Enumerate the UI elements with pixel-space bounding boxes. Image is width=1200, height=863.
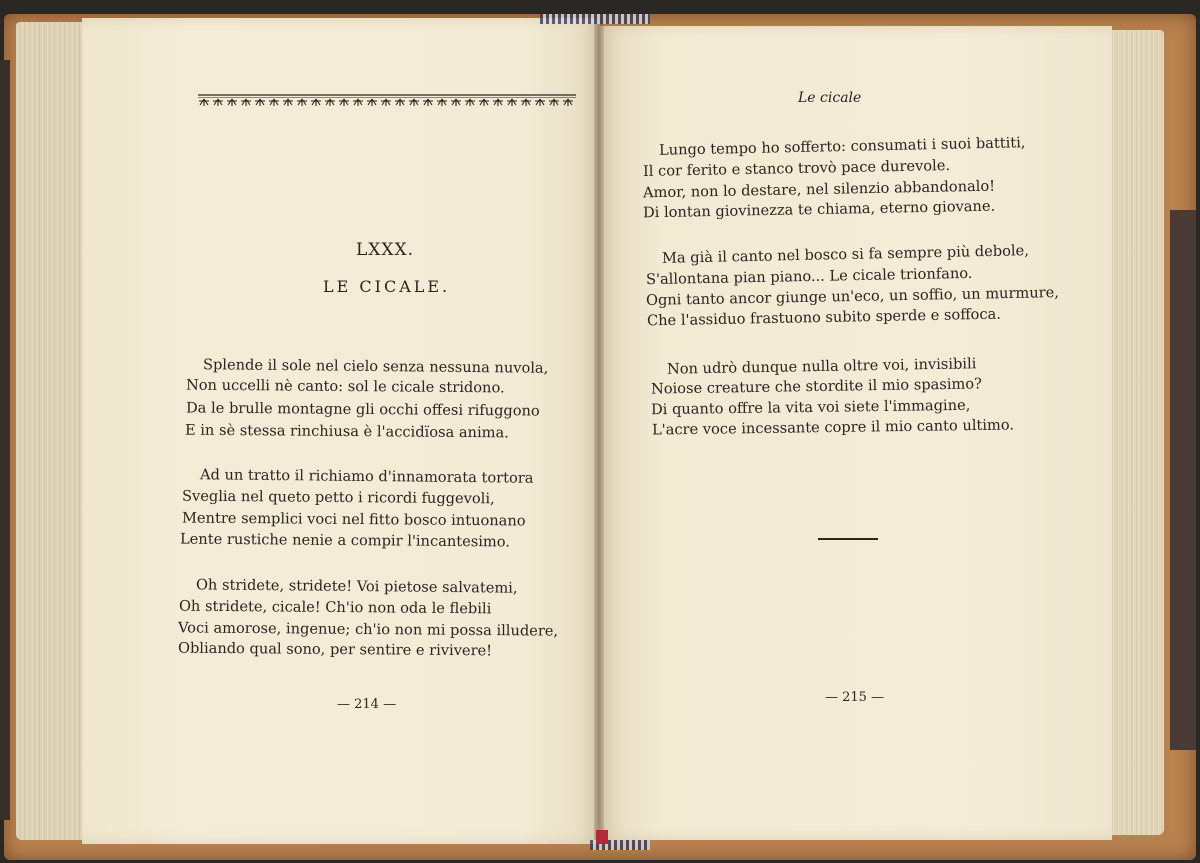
verse-line: Da le brulle montagne gli occhi offesi rifuggono	[185, 399, 540, 420]
ornament-motif	[563, 99, 573, 106]
ornament-motif	[199, 99, 209, 106]
ornament-motif	[381, 99, 391, 106]
ornament-motif	[283, 99, 293, 106]
verse-line: Non udrò dunque nulla oltre voi, invisibili	[666, 355, 977, 378]
ornament-motif	[255, 99, 265, 106]
ornament-motif	[437, 99, 447, 106]
ornament-motif	[465, 99, 475, 106]
verse-line: Oh stridete, stridete! Voi pietose salvatemi,	[195, 576, 518, 597]
verse-line: Ad un tratto il richiamo d'innamorata tortora	[199, 466, 534, 487]
ornament-motif	[521, 99, 531, 106]
ornament-motif	[227, 99, 237, 106]
verse-line: Ma già il canto nel bosco si fa sempre più debole,	[661, 242, 1030, 267]
ornament-motif	[409, 99, 419, 106]
ornament-motif	[395, 99, 405, 106]
page-number-left: — 214 —	[337, 697, 397, 712]
verse-line: Che l'assiduo frastuono subito sperde e soffoca.	[646, 305, 1002, 330]
verse-line: Di quanto offre la vita voi siete l'immagine,	[650, 396, 971, 419]
ornament-motif	[241, 99, 251, 106]
running-head: Le cicale	[798, 90, 862, 106]
poem-number: LXXX.	[356, 240, 415, 260]
verse-line: Sveglia nel queto petto i ricordi fuggevoli,	[181, 487, 495, 508]
verse-line: E in sè stessa rinchiusa è l'accidïosa anima.	[184, 421, 509, 442]
verse-line: Amor, non lo destare, nel silenzio abbandonalo!	[642, 177, 996, 202]
verse-line: Oh stridete, cicale! Ch'io non oda le flebili	[178, 597, 492, 618]
ornament-motif	[367, 99, 377, 106]
verse-line: Mentre semplici voci nel fitto bosco intuonano	[181, 509, 526, 530]
ornament-motif	[535, 99, 545, 106]
headband-top	[540, 14, 650, 24]
ornament-motif	[451, 99, 461, 106]
ornament-motif	[213, 99, 223, 106]
verse-line: Lungo tempo ho sofferto: consumati i suoi battiti,	[658, 134, 1026, 159]
ornament-motif	[353, 99, 363, 106]
ornament-motif	[297, 99, 307, 106]
verse-line: Ogni tanto ancor giunge un'eco, un soffio, un murmure,	[645, 284, 1060, 309]
ornament-motif	[479, 99, 489, 106]
ornament-motif	[339, 99, 349, 106]
verse-line: Splende il sole nel cielo senza nessuna nuvola,	[202, 356, 549, 377]
poem-title: LE CICALE.	[323, 277, 451, 296]
ornament-motif	[549, 99, 559, 106]
ornament-motif	[423, 99, 433, 106]
ornament-motif	[311, 99, 321, 106]
verse-line: Lente rustiche nenie a compir l'incantesimo.	[179, 530, 511, 551]
cover-corner-right	[1170, 210, 1196, 750]
ornament-motif	[269, 99, 279, 106]
bookmark-ribbon	[596, 830, 608, 844]
verse-line: Di lontan giovinezza te chiama, eterno giovane.	[642, 197, 996, 222]
ornament-motif	[325, 99, 335, 106]
page-number-right: — 215 —	[825, 690, 885, 705]
verse-line: L'acre voce incessante copre il mio canto ultimo.	[651, 416, 1015, 439]
ornament-motif	[507, 99, 517, 106]
verse-line: Obliando qual sono, per sentire e rivivere!	[177, 639, 493, 660]
verse-line: Non uccelli nè canto: sol le cicale stridono.	[185, 376, 505, 397]
end-rule	[818, 538, 878, 540]
ornament-band	[198, 93, 576, 107]
verse-line: Noiose creature che stordite il mio spasimo?	[650, 375, 983, 398]
verse-line: S'allontana pian piano... Le cicale trionfano.	[645, 264, 973, 289]
verse-line: Il cor ferito e stanco trovò pace durevole.	[642, 157, 951, 180]
verse-line: Voci amorose, ingenue; ch'io non mi possa illudere,	[177, 619, 559, 640]
ornament-motif	[493, 99, 503, 106]
book-gutter	[594, 18, 604, 848]
cover-corner-left	[0, 60, 10, 820]
